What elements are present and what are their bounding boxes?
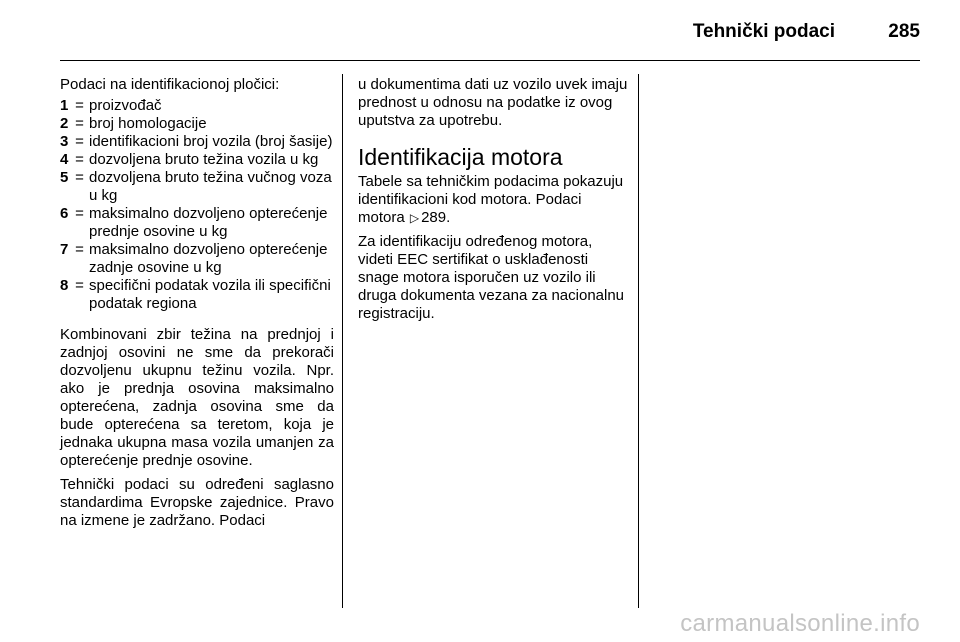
item-text: specifični podatak vozila ili specifični podatak regiona xyxy=(89,277,331,312)
section-title: Identifikacija motora xyxy=(358,144,563,170)
item-number: 7 xyxy=(60,241,69,258)
watermark: carmanualsonline.info xyxy=(680,610,920,637)
item-text: maksimalno dozvoljeno opterećenje prednje osovine u kg xyxy=(89,205,328,240)
engine-tables-paragraph xyxy=(358,173,628,227)
crossref-arrow-icon: ▷ xyxy=(409,211,420,225)
item-equals: = xyxy=(75,97,84,114)
item-equals: = xyxy=(75,115,84,132)
item-equals: = xyxy=(75,277,84,294)
axle-weight-paragraph: Kombinovani zbir težina na prednjoj i zadnjoj osovini ne sme da prekorači dozvoljenu ukupnu težinu vozila. Npr. ako je prednja osovina maksimalno opterećena, zadnja osovina sme da bude opterećena sa teretom, koja je jednaka ukupna masa vozila umanjen za opterećenje prednje osovine. xyxy=(60,326,334,469)
continued-paragraph: u dokumentima dati uz vozilo uvek imaju prednost u odnosu na podatke iz ovog uputstva za upotrebu. xyxy=(358,76,628,129)
item-equals: = xyxy=(75,151,84,168)
item-text: proizvođač xyxy=(89,97,162,114)
page-reference-link[interactable]: 289. xyxy=(421,209,451,226)
item-text: identifikacioni broj vozila (broj šasije) xyxy=(89,133,333,150)
list-item xyxy=(60,169,334,205)
list-item xyxy=(60,241,334,277)
item-number: 8 xyxy=(60,277,69,294)
item-text: maksimalno dozvoljeno opterećenje zadnje osovine u kg xyxy=(89,241,328,276)
item-number: 1 xyxy=(60,97,69,114)
plate-list xyxy=(60,97,334,313)
item-equals: = xyxy=(75,205,84,222)
list-item xyxy=(60,205,334,241)
list-item xyxy=(60,277,334,313)
item-text: dozvoljena bruto težina vučnog voza u kg xyxy=(89,169,332,204)
item-text: broj homologacije xyxy=(89,115,207,132)
list-item xyxy=(60,133,334,151)
page-header xyxy=(60,0,920,61)
standards-paragraph: Tehnički podaci su određeni saglasno standardima Evropske zajednice. Pravo na izmene je zadržano. Podaci xyxy=(60,476,334,529)
item-number: 4 xyxy=(60,151,69,168)
item-number: 3 xyxy=(60,133,69,150)
column-divider xyxy=(342,74,343,608)
left-column xyxy=(60,76,334,536)
eec-certificate-paragraph: Za identifikaciju određenog motora, videti EEC sertifikat o usklađenosti snage motora isporučen uz vozilo ili druga dokumenta vezana za nacionalnu registraciju. xyxy=(358,233,625,322)
list-item xyxy=(60,151,334,169)
engine-tables-text: Tabele sa tehničkim podacima pokazuju identifikacioni kod motora. Podaci motora xyxy=(358,173,624,226)
page-number: 285 xyxy=(888,21,920,42)
item-number: 6 xyxy=(60,205,69,222)
list-item xyxy=(60,97,334,115)
list-item xyxy=(60,115,334,133)
item-number: 5 xyxy=(60,169,69,186)
right-column xyxy=(358,76,628,329)
item-text: dozvoljena bruto težina vozila u kg xyxy=(89,151,319,168)
page-title: Tehnički podaci xyxy=(692,21,835,42)
item-equals: = xyxy=(75,169,84,186)
item-number: 2 xyxy=(60,115,69,132)
item-equals: = xyxy=(75,241,84,258)
item-equals: = xyxy=(75,133,84,150)
column-divider xyxy=(638,74,639,608)
plate-intro: Podaci na identifikacionoj pločici: xyxy=(60,76,280,93)
